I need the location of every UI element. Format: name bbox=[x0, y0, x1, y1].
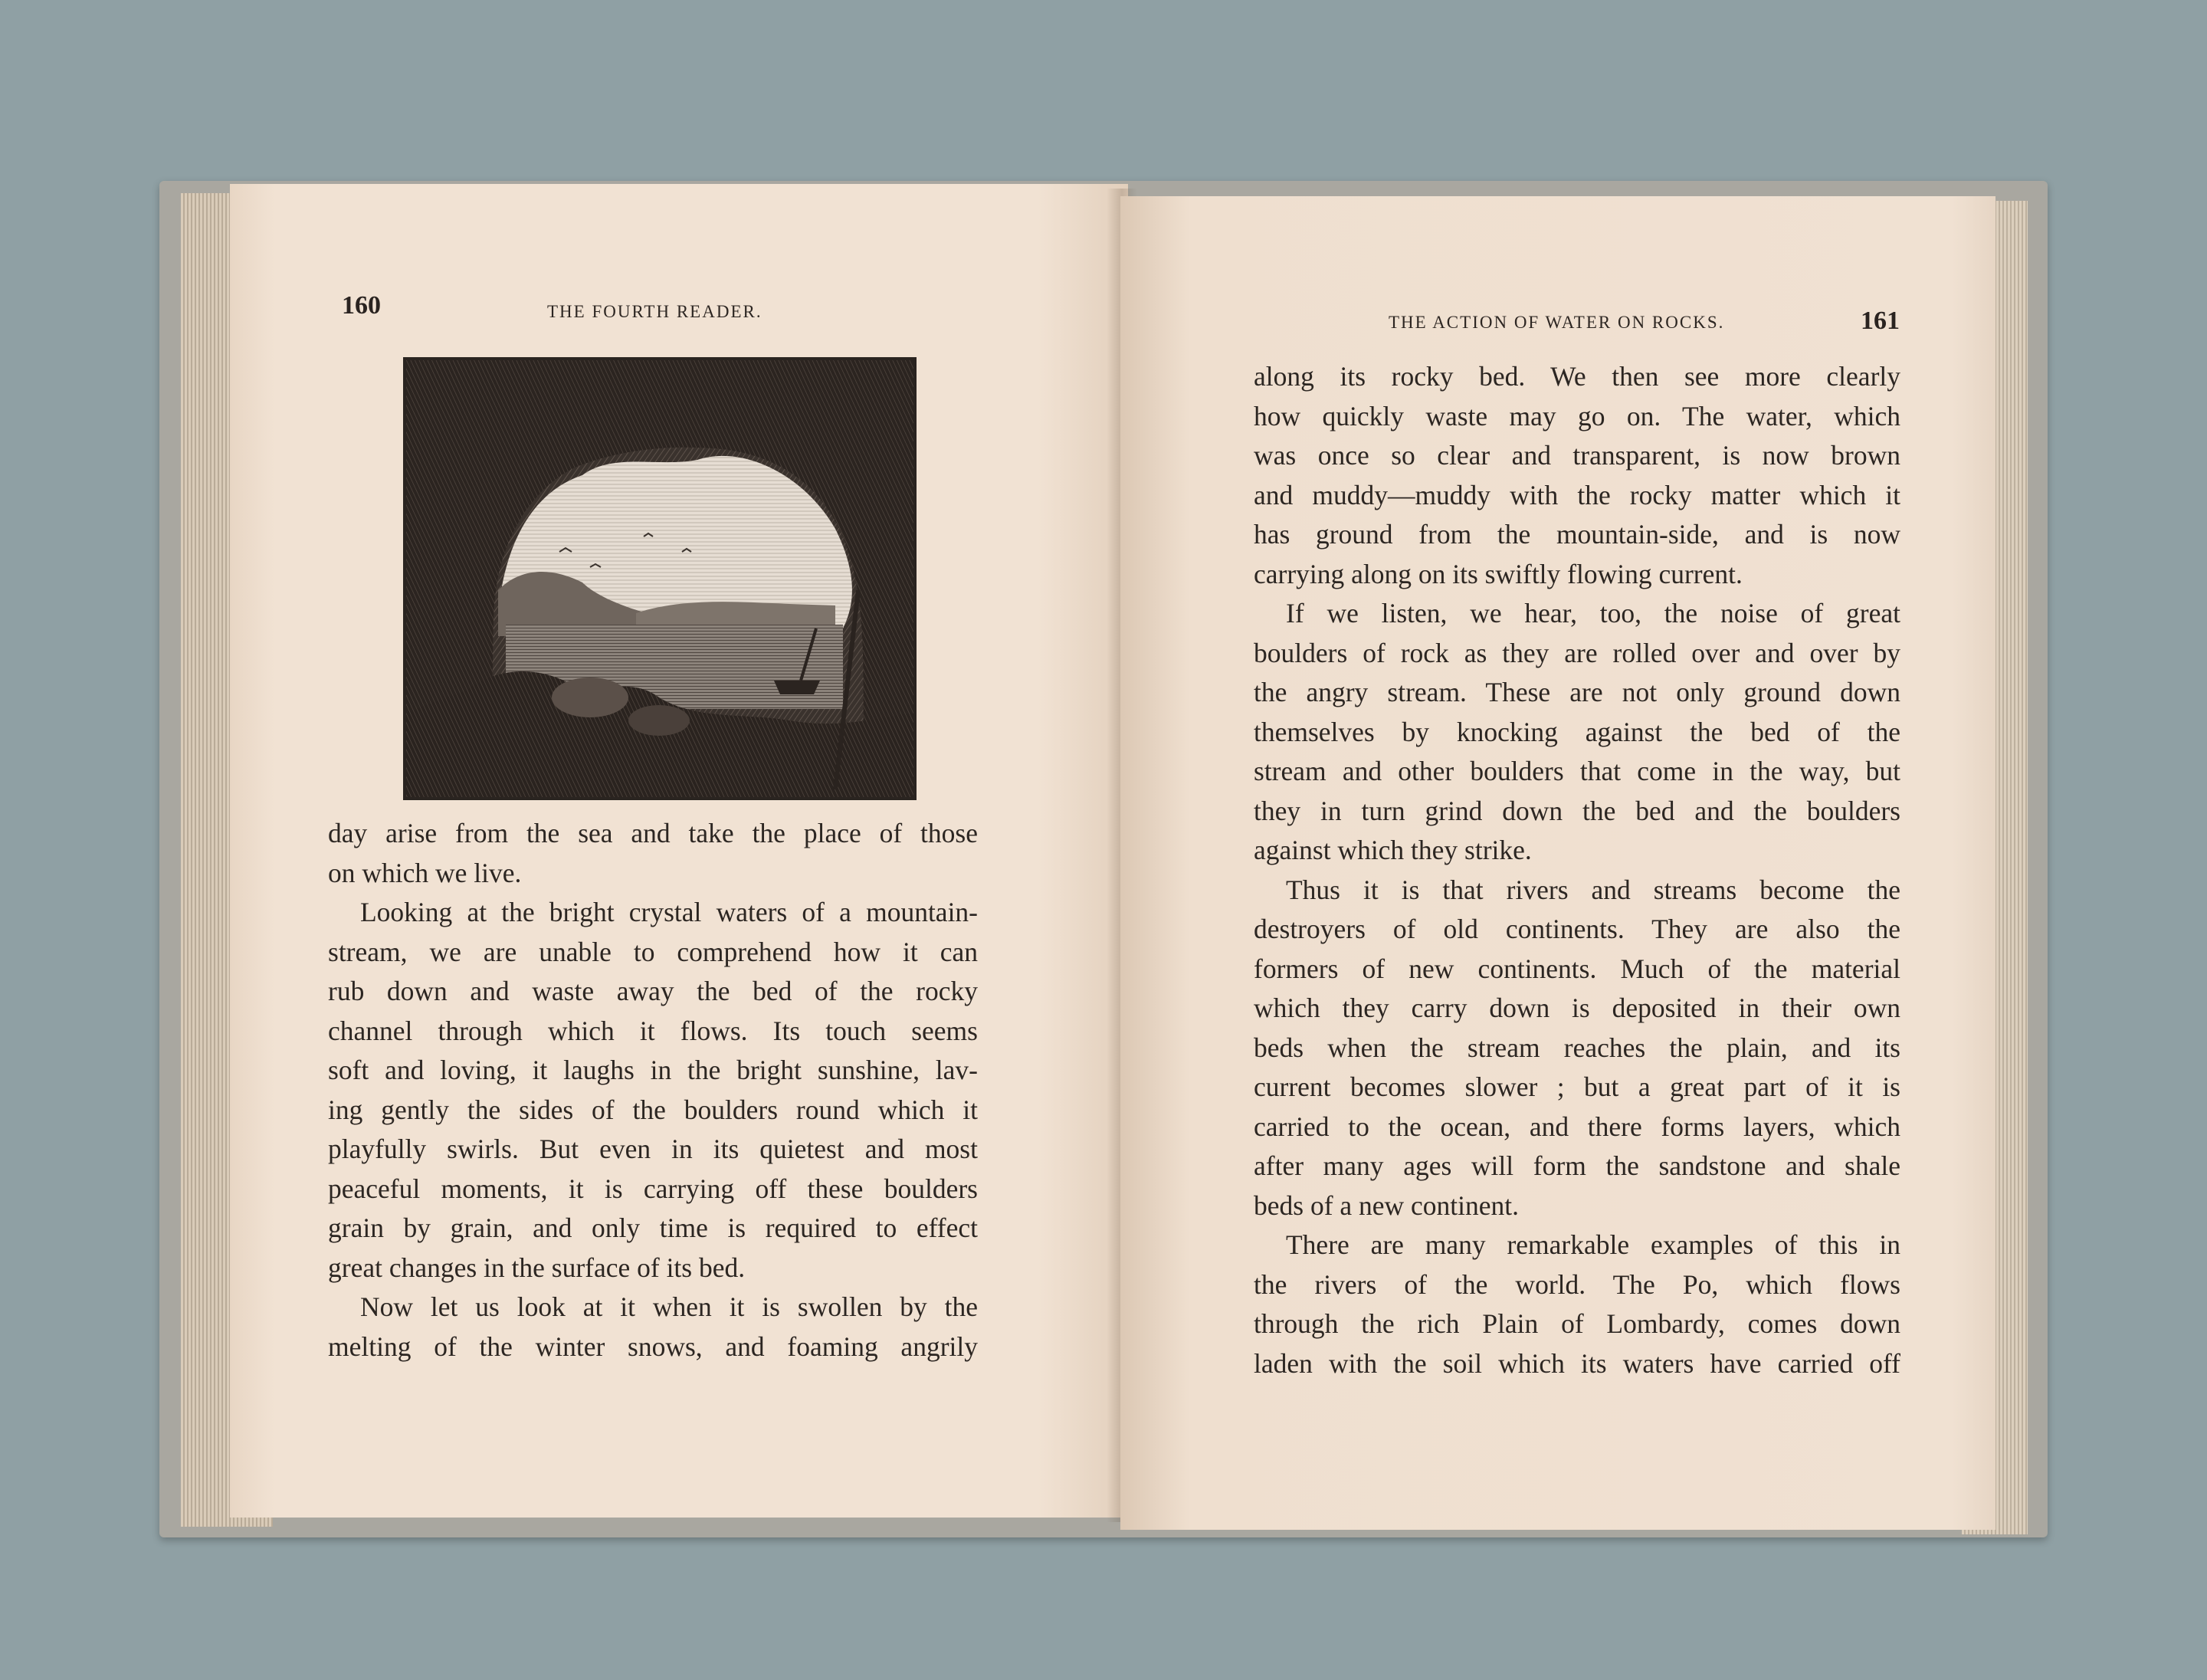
text-line: carried to the ocean, and there forms layers, which bbox=[1254, 1111, 1900, 1142]
left-running-head: THE FOURTH READER. bbox=[547, 302, 762, 321]
sea-cave-engraving bbox=[403, 357, 917, 800]
text-line: grain by grain, and only time is required to effect bbox=[328, 1212, 978, 1243]
right-page-body bbox=[1254, 357, 1900, 1383]
right-page-number: 161 bbox=[1861, 307, 1900, 335]
text-line: If we listen, we hear, too, the noise of great bbox=[1286, 598, 1900, 628]
text-line: beds when the stream reaches the plain, and its bbox=[1254, 1032, 1900, 1063]
text-line: great changes in the surface of its bed. bbox=[328, 1252, 746, 1283]
text-line: day arise from the sea and take the place of those bbox=[328, 818, 978, 848]
text-line: through the rich Plain of Lombardy, comes down bbox=[1254, 1308, 1900, 1339]
text-line: has ground from the mountain-side, and is now bbox=[1254, 519, 1900, 550]
text-line: ing gently the sides of the boulders round which it bbox=[328, 1094, 978, 1125]
text-line: There are many remarkable examples of this in bbox=[1286, 1229, 1900, 1260]
text-line: melting of the winter snows, and foaming angrily bbox=[328, 1331, 978, 1362]
right-running-head: THE ACTION OF WATER ON ROCKS. bbox=[1389, 313, 1725, 332]
text-line: stream and other boulders that come in the way, but bbox=[1254, 756, 1900, 786]
text-line: and muddy—muddy with the rocky matter which it bbox=[1254, 479, 1900, 510]
text-line: current becomes slower ; but a great part of it is bbox=[1254, 1071, 1900, 1102]
text-line: Looking at the bright crystal waters of a mountain- bbox=[360, 897, 978, 927]
text-line: soft and loving, it laughs in the bright sunshine, lav- bbox=[328, 1055, 978, 1085]
text-line: on which we live. bbox=[328, 857, 522, 888]
text-line: destroyers of old continents. They are also the bbox=[1254, 914, 1900, 944]
text-line: the rivers of the world. The Po, which flows bbox=[1254, 1268, 1900, 1300]
text-line: against which they strike. bbox=[1254, 835, 1532, 865]
text-line: stream, we are unable to comprehend how it can bbox=[328, 936, 978, 967]
sea-cave-illustration bbox=[406, 360, 913, 797]
text-line: Now let us look at it when it is swollen by the bbox=[360, 1291, 978, 1322]
text-line: themselves by knocking against the bed of the bbox=[1254, 716, 1900, 747]
left-page-body bbox=[328, 814, 978, 1367]
text-line: which they carry down is deposited in their own bbox=[1254, 993, 1900, 1023]
text-line: channel through which it flows. Its touch seems bbox=[328, 1015, 978, 1046]
left-page-number: 160 bbox=[342, 291, 381, 320]
text-line: peaceful moments, it is carrying off these boulders bbox=[328, 1173, 978, 1204]
text-line: carrying along on its swiftly flowing current. bbox=[1254, 558, 1743, 589]
text-line: after many ages will form the sandstone and shale bbox=[1254, 1150, 1900, 1181]
text-line: they in turn grind down the bed and the boulders bbox=[1254, 795, 1900, 826]
text-line: was once so clear and transparent, is now brown bbox=[1254, 440, 1900, 471]
text-line: Thus it is that rivers and streams become the bbox=[1286, 874, 1900, 905]
text-line: how quickly waste may go on. The water, which bbox=[1254, 400, 1900, 431]
text-line: laden with the soil which its waters have carried off bbox=[1254, 1347, 1900, 1379]
text-line: rub down and waste away the bed of the rocky bbox=[328, 976, 978, 1006]
text-line: beds of a new continent. bbox=[1254, 1189, 1520, 1221]
text-line: formers of new continents. Much of the material bbox=[1254, 953, 1900, 984]
text-line: the angry stream. These are not only ground down bbox=[1254, 677, 1900, 707]
text-line: boulders of rock as they are rolled over and over by bbox=[1254, 637, 1900, 668]
text-line: along its rocky bed. We then see more clearly bbox=[1254, 361, 1900, 392]
text-line: playfully swirls. But even in its quietest and most bbox=[328, 1134, 978, 1164]
